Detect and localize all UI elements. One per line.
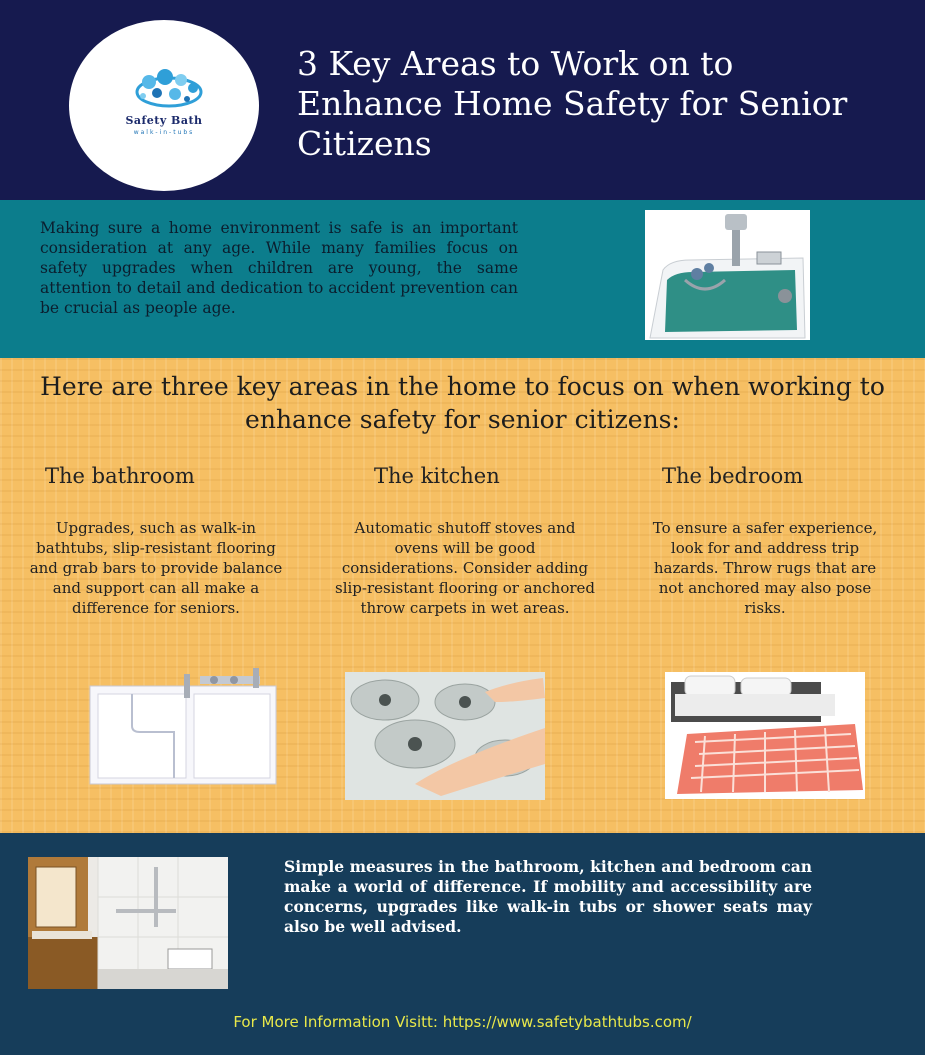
accessible-bathroom-image <box>28 857 228 989</box>
bathroom-text: Upgrades, such as walk-in bathtubs, slip-resistant flooring and grab bars to provide balance and support can all make a difference for seniors. <box>29 519 283 617</box>
logo-tagline: walk-in-tubs <box>133 129 195 136</box>
footer-text: Simple measures in the bathroom, kitchen and bedroom can make a world of difference. If mobility and accessibility are concerns, upgrades like walk-in tubs or shower seats may also be well advised. <box>284 857 812 936</box>
bathtub-image <box>88 666 280 791</box>
header-banner <box>0 0 925 200</box>
bathroom-title: The bathroom <box>45 464 195 488</box>
stove-image <box>345 672 545 800</box>
intro-section <box>0 200 925 358</box>
page-title: 3 Key Areas to Work on to Enhance Home Safety for Senior Citizens <box>297 44 848 163</box>
walk-in-tub-image <box>645 210 810 340</box>
logo <box>69 20 259 191</box>
kitchen-title: The kitchen <box>374 464 500 488</box>
bedroom-text: To ensure a safer experience, look for and address trip hazards. Throw rugs that are not anchored may also pose risks. <box>652 519 878 617</box>
key-areas-section <box>0 358 925 833</box>
bedroom-title: The bedroom <box>662 464 804 488</box>
logo-name: Safety Bath <box>125 114 203 127</box>
bedroom-rug-image <box>665 672 865 799</box>
kitchen-text: Automatic shutoff stoves and ovens will be good considerations. Consider adding slip-resistant flooring or anchored throw carpets in wet areas. <box>335 519 596 617</box>
intro-text: Making sure a home environment is safe is an important consideration at any age. While many families focus on safety upgrades when children are young, the same attention to detail and dedication to accident prevention can be crucial as people age. <box>40 219 518 317</box>
bubbles-icon <box>135 68 205 110</box>
key-areas-heading: Here are three key areas in the home to focus on when working to enhance safety for senior citizens: <box>40 372 885 434</box>
more-info-link[interactable]: For More Information Visitt: https://www.safetybathtubs.com/ <box>233 1013 692 1031</box>
footer-section <box>0 833 925 1055</box>
